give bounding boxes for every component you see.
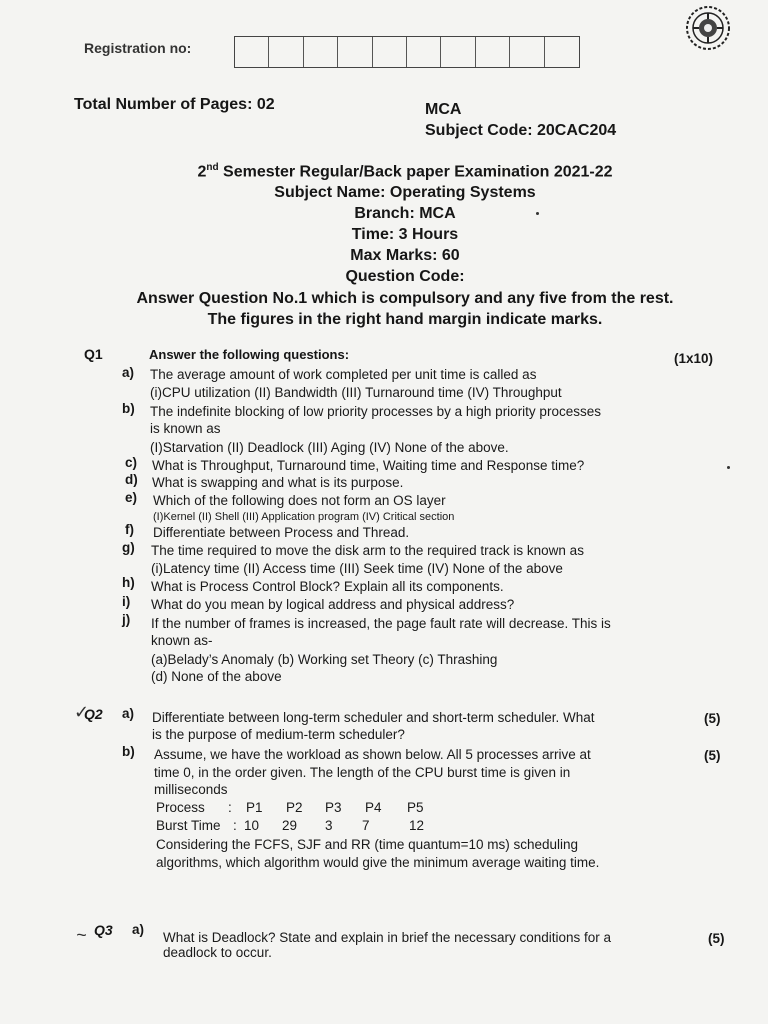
subject-code: Subject Code: 20CAC204 [425,122,617,139]
q1-f-label: f) [125,522,134,537]
question-number-q2: Q2 [84,706,103,722]
q1-a-options: (i)CPU utilization (II) Bandwidth (III) Turnaround time (IV) Throughput [150,385,562,400]
question-number-q3: Q3 [94,922,113,938]
q1-g-text: The time required to move the disk arm to the required track is known as [151,543,584,558]
q1-g-options: (i)Latency time (II) Access time (III) Seek time (IV) None of the above [151,561,563,576]
registration-digit-box [545,37,579,67]
q3-a-text: What is Deadlock? State and explain in brief the necessary conditions for a [163,930,611,945]
university-logo-icon [685,5,731,51]
burst-time: 10 [244,818,260,833]
q1-j-options-cont: (d) None of the above [151,669,282,684]
process-row-label: Process [156,800,205,815]
q1-heading: Answer the following questions: [149,347,350,362]
q2-a-text: Differentiate between long-term scheduler and short-term scheduler. What [152,710,595,725]
max-marks: Max Marks: 60 [350,247,460,264]
registration-label: Registration no: [84,40,192,56]
q1-h-label: h) [122,575,135,590]
registration-digit-box [373,37,407,67]
process-name: P1 [246,800,263,815]
q2-b-marks: (5) [704,748,721,763]
q1-i-label: i) [122,594,131,609]
q1-e-label: e) [125,490,138,505]
handwritten-tick-mark: ✓ [74,702,90,722]
q1-h-text: What is Process Control Block? Explain all its components. [151,579,504,594]
registration-digit-box [476,37,510,67]
question-code: Question Code: [345,268,465,285]
registration-digit-box [304,37,338,67]
q1-g-label: g) [122,540,135,555]
burst-row-colon: : [233,818,237,833]
exam-time: Time: 3 Hours [351,226,459,243]
q1-j-options: (a)Belady’s Anomaly (b) Working set Theory (c) Thrashing [151,652,498,667]
burst-row-label: Burst Time [156,818,221,833]
registration-digit-box [407,37,441,67]
q1-j-text: If the number of frames is increased, the page fault rate will decrease. This is [151,616,611,631]
q2-b-text: Assume, we have the workload as shown below. All 5 processes arrive at [154,747,591,762]
registration-digit-box [510,37,544,67]
process-name: P2 [286,800,303,815]
burst-time: 7 [362,818,370,833]
handwritten-mark: ~ [76,925,87,945]
scan-speck [727,466,730,469]
q3-a-text-cont: deadlock to occur. [163,945,272,960]
q2-b-text-cont-2: milliseconds [154,782,228,797]
instruction-compulsory: Answer Question No.1 which is compulsory and any five from the rest. [136,290,674,307]
q1-c-text: What is Throughput, Turnaround time, Waiting time and Response time? [152,458,585,473]
process-name: P3 [325,800,342,815]
burst-time: 29 [282,818,298,833]
registration-digit-box [441,37,475,67]
burst-time: 3 [325,818,333,833]
subject-name: Subject Name: Operating Systems [274,184,536,201]
q2-b-label: b) [122,744,135,759]
exam-title: 2nd Semester Regular/Back paper Examination 2021-22 [197,162,613,181]
q1-c-label: c) [125,455,138,470]
q2-b-text-cont: time 0, in the order given. The length of the CPU burst time is given in [154,765,571,780]
total-pages: Total Number of Pages: 02 [74,96,275,113]
q1-e-text: Which of the following does not form an OS layer [153,493,446,508]
registration-number-boxes [234,36,580,68]
registration-digit-box [338,37,372,67]
q1-b-text-cont: is known as [150,421,221,436]
process-name: P5 [407,800,424,815]
q1-j-label: j) [122,612,131,627]
q1-f-text: Differentiate between Process and Thread. [153,525,410,540]
q1-i-text: What do you mean by logical address and physical address? [151,597,515,612]
q1-b-label: b) [122,401,135,416]
burst-time: 12 [409,818,425,833]
q2-a-label: a) [122,706,135,721]
question-number-q1: Q1 [84,346,103,362]
process-name: P4 [365,800,382,815]
q1-b-text: The indefinite blocking of low priority processes by a high priority processes [150,404,601,419]
instruction-marks: The figures in the right hand margin indicate marks. [207,311,603,328]
q1-a-text: The average amount of work completed per unit time is called as [150,367,537,382]
q1-d-text: What is swapping and what is its purpose. [152,475,404,490]
process-row-colon: : [228,800,232,815]
q1-marks: (1x10) [674,351,714,366]
q1-j-text-cont: known as- [151,633,213,648]
q3-a-label: a) [132,922,145,937]
scan-speck [536,212,539,215]
q2-a-marks: (5) [704,711,721,726]
q1-d-label: d) [125,472,138,487]
q1-a-label: a) [122,365,135,380]
course-name: MCA [425,101,462,118]
branch: Branch: MCA [354,205,456,222]
q3-a-marks: (5) [708,931,725,946]
q1-b-options: (I)Starvation (II) Deadlock (III) Aging (IV) None of the above. [150,440,509,455]
q2-a-text-cont: is the purpose of medium-term scheduler? [152,727,405,742]
q1-e-options: (I)Kernel (II) Shell (III) Application program (IV) Critical section [153,511,455,523]
registration-digit-box [269,37,303,67]
q2-b-question: Considering the FCFS, SJF and RR (time quantum=10 ms) scheduling [156,837,579,852]
q2-b-question-cont: algorithms, which algorithm would give the minimum average waiting time. [156,855,600,870]
registration-digit-box [235,37,269,67]
